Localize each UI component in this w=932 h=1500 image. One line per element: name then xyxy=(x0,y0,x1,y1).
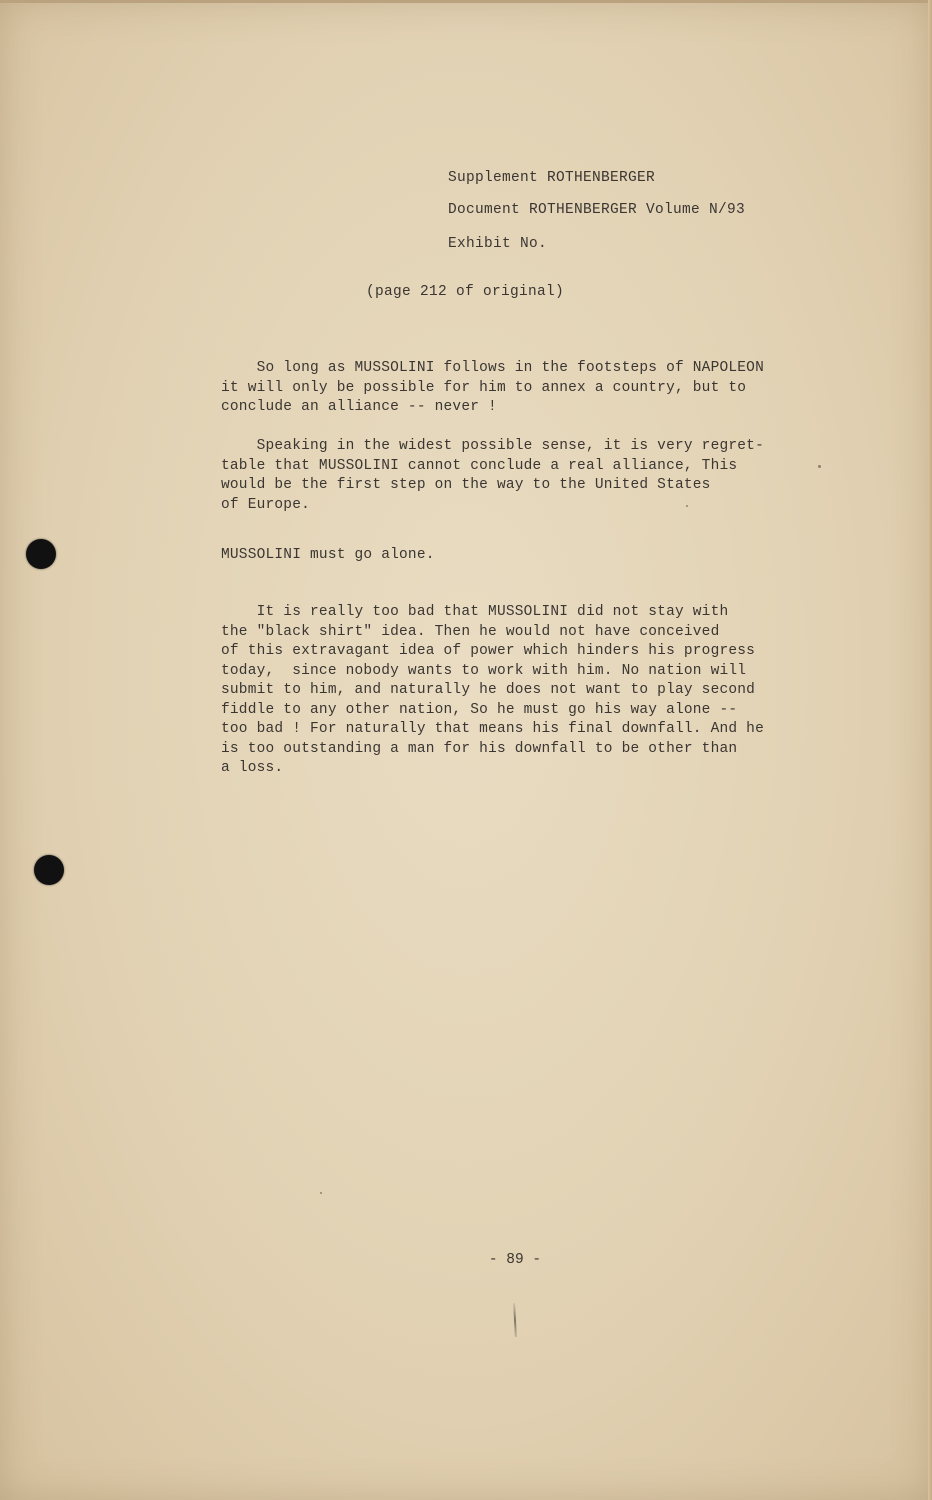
paper-right-edge xyxy=(928,0,932,1500)
paper-top-edge xyxy=(0,0,932,3)
pencil-mark xyxy=(513,1303,517,1337)
punch-hole-upper xyxy=(26,539,56,569)
document-line: Document ROTHENBERGER Volume N/93 xyxy=(448,202,746,218)
paper-speck xyxy=(320,1192,322,1194)
paragraph-black-shirt: It is really too bad that MUSSOLINI did not stay with the "black shirt" idea. Then he would not have conceived of this extravagant idea of power which hinders his progress today, since nobody wants to work with him. No nation will submit to him, and naturally he does not want to play second fiddle to any other nation, So he must go his way alone -- too bad ! For naturally that means his final downfall. And he is too outstanding a man for his downfall to be other than a loss. xyxy=(221,604,764,776)
paragraph-alliance: Speaking in the widest possible sense, it is very regret- table that MUSSOLINI cannot conclude a real alliance, This would be the first step on the way to the United States of Europe. xyxy=(221,438,764,513)
page-reference: (page 212 of original) xyxy=(366,284,565,300)
paragraph-go-alone: MUSSOLINI must go alone. xyxy=(221,547,435,563)
paper-speck xyxy=(686,505,688,507)
paper-speck xyxy=(818,465,821,468)
paragraph-napoleon: So long as MUSSOLINI follows in the footsteps of NAPOLEON it will only be possible for him to annex a country, but to conclude an alliance -- never ! xyxy=(221,360,764,415)
page-number: - 89 - xyxy=(488,1252,542,1268)
exhibit-line: Exhibit No. xyxy=(448,236,548,252)
supplement-line: Supplement ROTHENBERGER xyxy=(448,170,656,186)
punch-hole-lower xyxy=(34,855,64,885)
